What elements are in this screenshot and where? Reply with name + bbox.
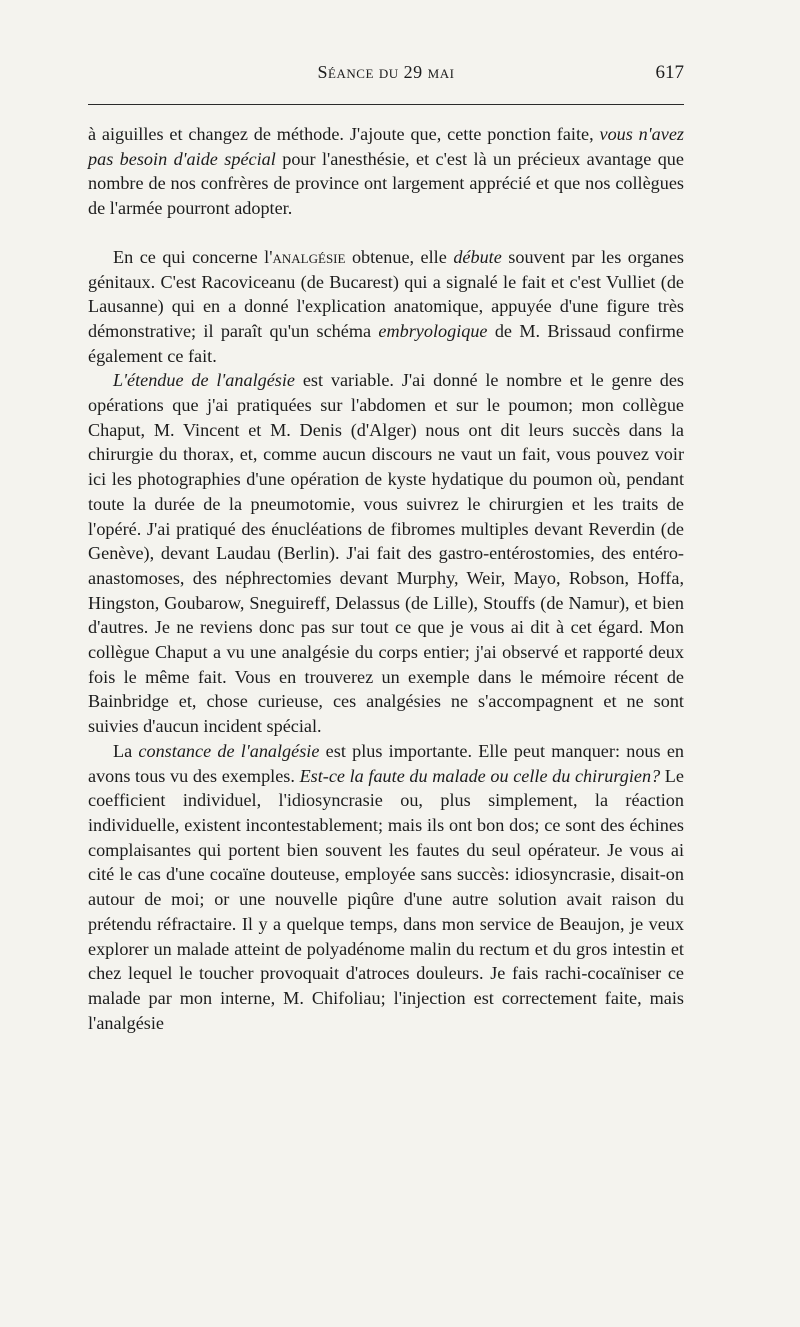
text-run: souvent par les organes génitaux. C'est Racoviceanu (de Bucarest) qui a signalé le fait et c'est Vulliet (de Lausanne) qui en a donné l'explication anatomique, appuyée d'une figure très démonstrative; il paraît qu'un schéma [88,246,684,341]
italic-run: vous n'avez pas besoin d'aide spécial [88,124,684,169]
small-caps-run: analgésie [272,246,346,267]
text-run: de M. Brissaud confirme également ce fait. [88,320,684,366]
text-run: Le coefficient individuel, l'idiosyncrasie ou, plus simplement, la réaction individuelle, existent incontestablement; mais ils ont bon dos; ce sont des échines complaisantes qui portent bien souvent les fautes du seul opérateur. Je vous ai cité le cas d'une cocaïne douteuse, employée sans succès: idiosyncrasie, disait-on autour de moi; or une nouvelle piqûre d'une autre solution avait raison du prétendu réfractaire. Il y a quelque temps, dans mon service de Beaujon, je veux explorer un malade atteint de polyadénome malin du rectum et du gros intestin et chez lequel le toucher provoquait d'atroces douleurs. Je fais rachi-cocaïniser ce malade par mon interne, M. Chifoliau; l'injection est correctement faite, mais l'analgésie [88,765,684,1033]
text-run: pour l'anesthésie, et c'est là un précieux avantage que nombre de nos confrères de province ont largement apprécié et que nos collègues de l'armée pourront adopter. [88,148,684,219]
paragraph [88,122,684,221]
running-title-month: mai [427,62,455,82]
paragraph [88,245,684,369]
running-title-day: 29 [403,62,423,82]
page-number: 617 [655,62,684,83]
text-run: obtenue, elle [345,246,454,267]
body-text [88,122,684,1035]
text-run: est variable. J'ai donné le nombre et le genre des opérations que j'ai pratiquées sur l'abdomen et sur le poumon; mon collègue Chaput, M. Vincent et M. Denis (d'Alger) nous ont dit leurs succès dans la chirurgie du thorax, et, comme aucun discours ne vaut un fait, vous pouvez voir ici les photographies d'une opération de kyste hydatique du poumon où, pendant toute la durée de la pneumotomie, vous suivrez le chirurgien et les traits de l'opéré. J'ai pratiqué des énucléations de fibromes multiples devant Reverdin (de Genève), devant Laudau (Berlin). J'ai fait des gastro-entérostomies, des entéro-anastomoses, des néphrectomies devant Murphy, Weir, Mayo, Robson, Hoffa, Hingston, Goubarow, Sneguireff, Delassus (de Lille), Stouffs (de Namur), et bien d'autres. Je ne reviens donc pas sur tout ce que je vous ai dit à cet égard. Mon collègue Chaput a vu une analgésie du corps entier; j'ai observé et rapporté deux fois le même fait. Vous en trouverez un exemple dans le mémoire récent de Bainbridge et, chose curieuse, ces analgésies ne s'accompagnent et ne sont suivies d'aucun incident spécial. [88,370,684,737]
italic-run: débute [453,246,502,267]
text-run: à aiguilles et changez de méthode. J'ajoute que, cette ponction faite, [88,124,600,144]
running-title-part: Séance du [317,62,399,82]
italic-run: embryologique [378,320,488,341]
text-run: La [113,740,139,761]
running-title [88,62,684,83]
text-run: est plus importante. Elle peut manquer: nous en avons tous vu des exemples. [88,740,684,786]
italic-run: L'étendue de l'analgésie [113,370,296,391]
text-run: En ce qui concerne l' [113,246,273,267]
italic-run: Est-ce la faute du malade ou celle du chirurgien? [299,765,661,786]
paragraph [88,739,684,1035]
header-rule [88,104,684,105]
paragraph [88,368,684,739]
italic-run: constance de l'analgésie [138,740,320,761]
page-header [88,62,684,90]
